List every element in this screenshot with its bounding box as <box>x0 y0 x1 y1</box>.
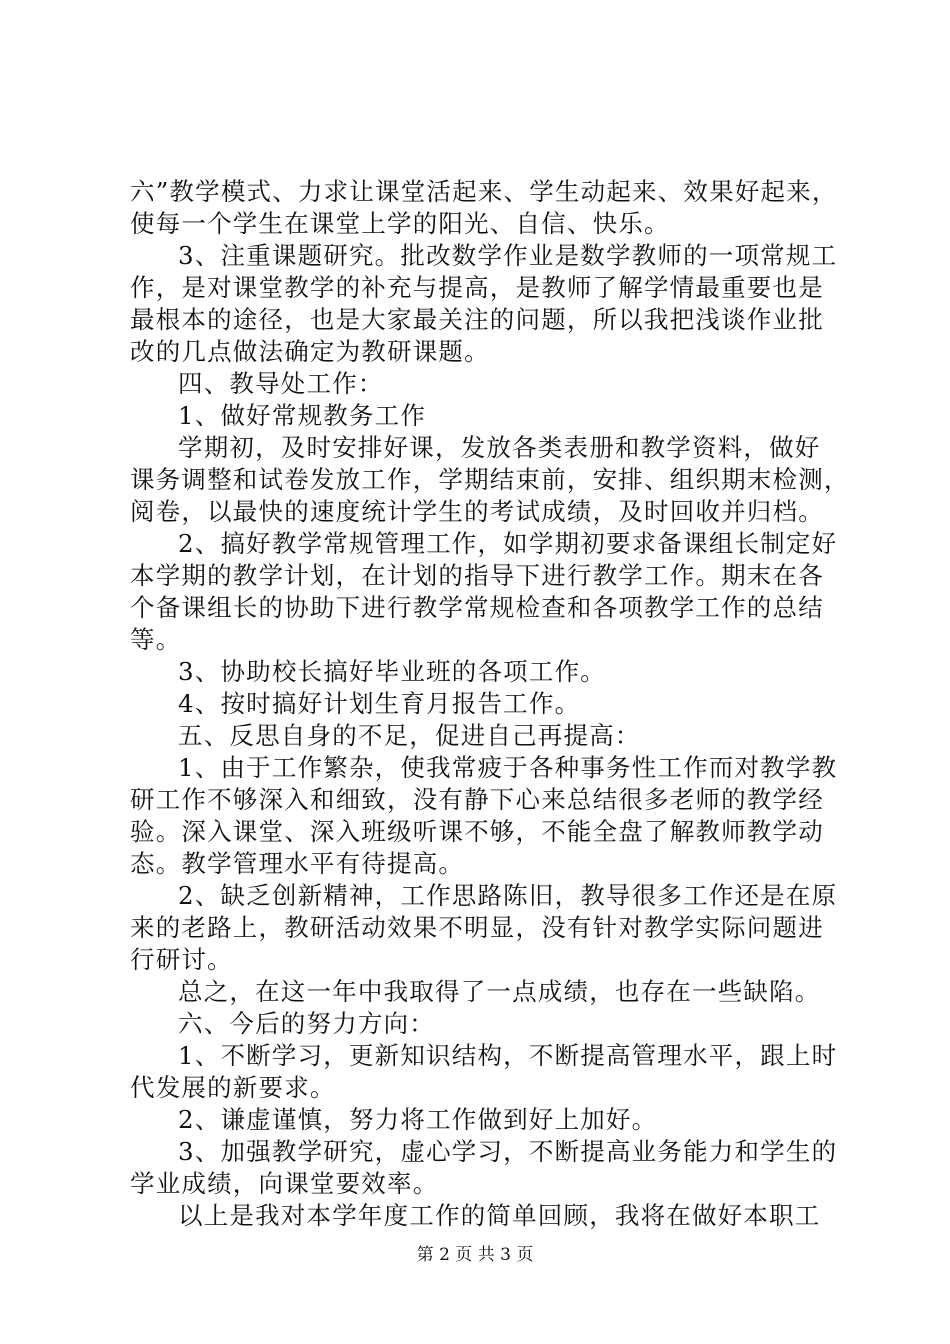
text-line: 以上是我对本学年度工作的简单回顾，我将在做好本职工 <box>178 1201 821 1230</box>
text-line: 验。深入课堂、深入班级听课不够，不能全盘了解教师教学动 <box>130 817 824 846</box>
text-line: 最根本的途径，也是大家最关注的问题，所以我把浅谈作业批 <box>130 305 824 334</box>
text-line: 2、谦虚谨慎，努力将工作做到好上加好。 <box>178 1105 658 1134</box>
text-line: 1、由于工作繁杂，使我常疲于各种事务性工作而对教学教 <box>178 753 838 782</box>
section-heading: 四、教导处工作： <box>178 369 384 398</box>
text-line: 3、注重课题研究。批改数学作业是数学教师的一项常规工 <box>178 241 838 270</box>
text-line: 个备课组长的协助下进行教学常规检查和各项教学工作的总结 <box>130 593 824 622</box>
text-line: 本学期的教学计划，在计划的指导下进行教学工作。期末在各 <box>130 561 824 590</box>
subheading: 1、做好常规教务工作 <box>178 401 427 430</box>
text-line: 阅卷，以最快的速度统计学生的考试成绩，及时回收并归档。 <box>130 497 824 526</box>
text-line: 使每一个学生在课堂上学的阳光、自信、快乐。 <box>130 209 670 238</box>
text-line: 3、加强教学研究，虚心学习，不断提高业务能力和学生的 <box>178 1137 838 1166</box>
text-line: 2、搞好教学常规管理工作，如学期初要求备课组长制定好 <box>178 529 838 558</box>
text-line: 1、不断学习，更新知识结构，不断提高管理水平，跟上时 <box>178 1041 838 1070</box>
section-heading: 六、今后的努力方向： <box>178 1009 435 1038</box>
text-line: 2、缺乏创新精神，工作思路陈旧，教导很多工作还是在原 <box>178 881 838 910</box>
text-line: 六”教学模式、力求让课堂活起来、学生动起来、效果好起来， <box>130 177 838 206</box>
text-line: 学业成绩，向课堂要效率。 <box>130 1169 439 1198</box>
text-line: 课务调整和试卷发放工作，学期结束前，安排、组织期末检测， <box>130 465 850 494</box>
text-line: 改的几点做法确定为教研课题。 <box>130 337 490 366</box>
text-line: 学期初，及时安排好课，发放各类表册和教学资料，做好 <box>178 433 821 462</box>
text-line: 等。 <box>130 625 182 654</box>
section-heading: 五、反思自身的不足，促进自己再提高： <box>178 721 641 750</box>
text-line: 作，是对课堂教学的补充与提高，是教师了解学情最重要也是 <box>130 273 824 302</box>
text-line: 总之，在这一年中我取得了一点成绩，也存在一些缺陷。 <box>178 977 821 1006</box>
text-line: 4、按时搞好计划生育月报告工作。 <box>178 689 581 718</box>
page-number-footer: 第 2 页 共 3 页 <box>416 1245 534 1265</box>
text-line: 研工作不够深入和细致，没有静下心来总结很多老师的教学经 <box>130 785 824 814</box>
text-line: 代发展的新要求。 <box>130 1073 336 1102</box>
text-line: 3、协助校长搞好毕业班的各项工作。 <box>178 657 606 686</box>
text-line: 来的老路上，教研活动效果不明显，没有针对教学实际问题进 <box>130 913 824 942</box>
text-line: 态。教学管理水平有待提高。 <box>130 849 465 878</box>
text-line: 行研讨。 <box>130 945 233 974</box>
